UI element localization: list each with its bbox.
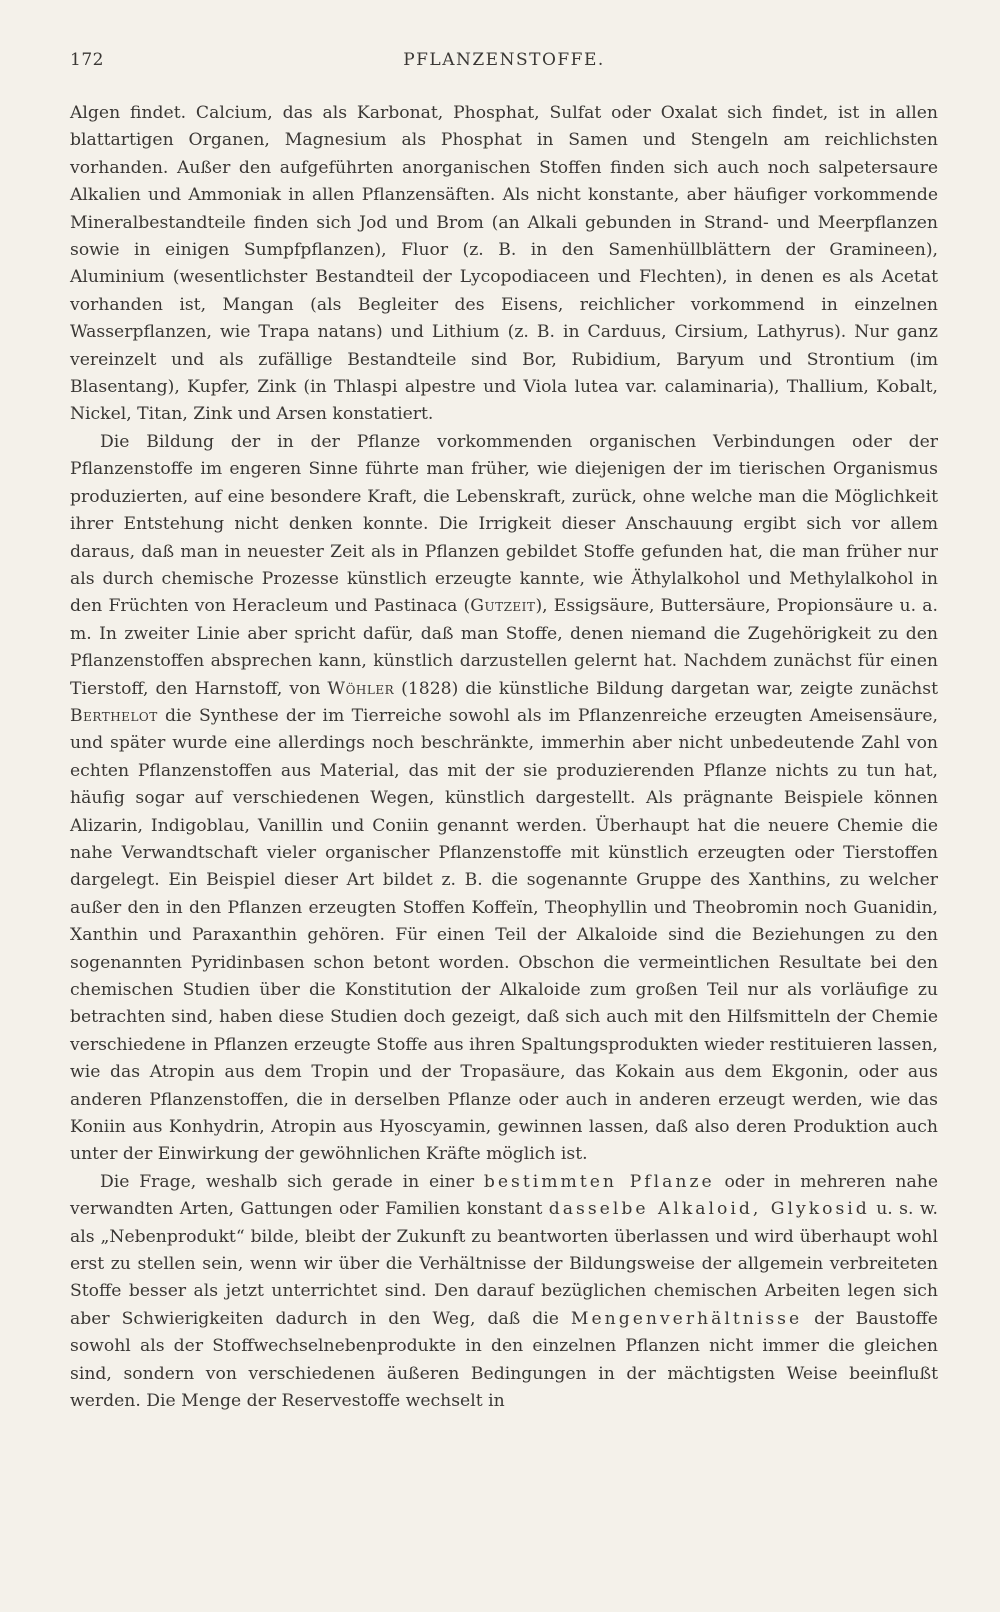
author-name-gutzeit: Gutzeit [470,596,536,617]
paragraph-text-segment: (1828) die künstliche Bildung dargetan war, zeigte zunächst [394,678,938,699]
paragraph-mineral-constituents [70,100,938,429]
page-number: 172 [70,50,104,70]
paragraph-formation-of-plant-substances [70,429,938,1169]
body-text [70,100,938,1416]
author-name-woehler: Wöhler [327,678,395,699]
spaced-emphasis: dasselbe Alkaloid, Glykosid [548,1199,870,1220]
paragraph-text: Algen findet. Calcium, das als Karbonat, Phosphat, Sulfat oder Oxalat sich findet, ist in allen blattartigen Organen, Magnesium als Phosphat in Samen und Stengeln am reichlichsten vorhanden. Außer den aufgeführten anorganischen Stoffen finden sich auch noch salpetersaure Alkalien und Ammoniak in allen Pflanzensäften. Als nicht konstante, aber häufiger vorkommende Mineralbestandteile finden sich Jod und Brom (an Alkali gebunden in Strand- und Meerpflanzen sowie in einigen Sumpfpflanzen), Fluor (z. B. in den Samenhüllblättern der Gramineen), Aluminium (wesentlichster Bestandteil der Lycopodiaceen und Flechten), in denen es als Acetat vorhanden ist, Mangan (als Begleiter des Eisens, reichlicher vorkommend in einzelnen Wasserpflanzen, wie Trapa natans) und Lithium (z. B. in Carduus, Cirsium, Lathyrus). Nur ganz vereinzelt und als zufällige Bestandteile sind Bor, Rubidium, Baryum und Strontium (im Blasentang), Kupfer, Zink (in Thlaspi alpestre und Viola lutea var. calaminaria), Thallium, Kobalt, Nickel, Titan, Zink und Arsen konstatiert. [70,103,938,425]
running-title: PFLANZENSTOFFE. [403,50,605,70]
paragraph-text-segment: u. s. w. als „Nebenprodukt“ bilde, bleibt der Zukunft zu beantworten überlassen und wird überhaupt wohl erst zu stellen sein, wenn wir über die Verhältnisse der Bildungsweise der allgemein verbreiteten Stoffe besser als jetzt unterrichtet sind. Den darauf bezüglichen chemischen Arbeiten legen sich aber Schwierigkeiten dadurch in den Weg, daß die [70,1199,939,1329]
paragraph-question-of-byproducts [70,1169,938,1416]
spaced-emphasis: bestimmten Pflanze [483,1171,715,1192]
paragraph-text-segment: ), Essigsäure, Buttersäure, Propionsäure u. a. m. In zweiter Linie aber spricht dafür, daß man Stoffe, denen niemand die Zugehörigkeit zu den Pflanzenstoffen absprechen kann, künstlich darzustellen gelernt hat. Nachdem zunächst für einen Tierstoff, den Harnstoff, von [70,596,938,699]
author-name-berthelot: Berthelot [70,705,158,726]
paragraph-text-segment: Die Bildung der in der Pflanze vorkommenden organischen Verbindungen oder der Pflanzenstoffe im engeren Sinne führte man früher, wie diejenigen der im tierischen Organismus produzierten, auf eine besondere Kraft, die Lebenskraft, zurück, ohne welche man die Möglichkeit ihrer Entstehung nicht denken konnte. Die Irrigkeit dieser Anschauung ergibt sich vor allem daraus, daß man in neuester Zeit als in Pflanzen gebildet Stoffe gefunden hat, die man früher nur als durch chemische Prozesse künstlich erzeugte kannte, wie Äthylalkohol und Methylalkohol in den Früchten von Heracleum und Pastinaca ( [70,431,938,617]
paragraph-text-segment: Die Frage, weshalb sich gerade in einer [100,1171,484,1192]
paragraph-text-segment: die Synthese der im Tierreiche sowohl als im Pflanzenreiche erzeugten Ameisensäure, und später wurde eine allerdings noch beschränkte, immerhin aber nicht unbedeutende Zahl von echten Pflanzenstoffen aus Material, das mit der sie produzierenden Pflanze nichts zu tun hat, häufig sogar auf verschiedenen Wegen, künstlich dargestellt. Als prägnante Beispiele können Alizarin, Indigoblau, Vanillin und Coniin genannt werden. Überhaupt hat die neuere Chemie die nahe Verwandtschaft vieler organischer Pflanzenstoffe mit künstlich erzeugten oder Tierstoffen dargelegt. Ein Beispiel dieser Art bildet z. B. die sogenannte Gruppe des Xanthins, zu welcher außer den in den Pflanzen erzeugten Stoffen Koffeïn, Theophyllin und Theobromin noch Guanidin, Xanthin und Paraxanthin gehören. Für einen Teil der Alkaloide sind die Beziehungen zu den sogenannten Pyridinbasen schon betont worden. Obschon die vermeintlichen Resultate bei den chemischen Studien über die Konstitution der Alkaloide zum großen Teil nur als vorläufige zu betrachten sind, haben diese Studien doch gezeigt, daß sich auch mit den Hilfsmitteln der Chemie verschiedene in Pflanzen erzeugte Stoffe aus ihren Spaltungsprodukten wieder restituieren lassen, wie das Atropin aus dem Tropin und der Tropasäure, das Kokain aus dem Ekgonin, oder aus anderen Pflanzenstoffen, die in derselben Pflanze oder auch in anderen erzeugt werden, wie das Koniin aus Konhydrin, Atropin aus Hyoscyamin, gewinnen lassen, daß also deren Produktion auch unter der Einwirkung der gewöhnlichen Kräfte möglich ist. [70,705,938,1165]
paragraph-text-segment: oder in mehreren nahe verwandten Arten, Gattungen oder Familien konstant [70,1171,938,1220]
page-header [70,46,938,76]
spaced-emphasis: Mengenverhältnisse [570,1308,803,1329]
paragraph-text-segment: der Baustoffe sowohl als der Stoffwechselnebenprodukte in den einzelnen Pflanzen nicht immer die gleichen sind, sondern von verschiedenen äußeren Bedingungen in der mächtigsten Weise beeinflußt werden. Die Menge der Reservestoffe wechselt in [70,1308,938,1412]
